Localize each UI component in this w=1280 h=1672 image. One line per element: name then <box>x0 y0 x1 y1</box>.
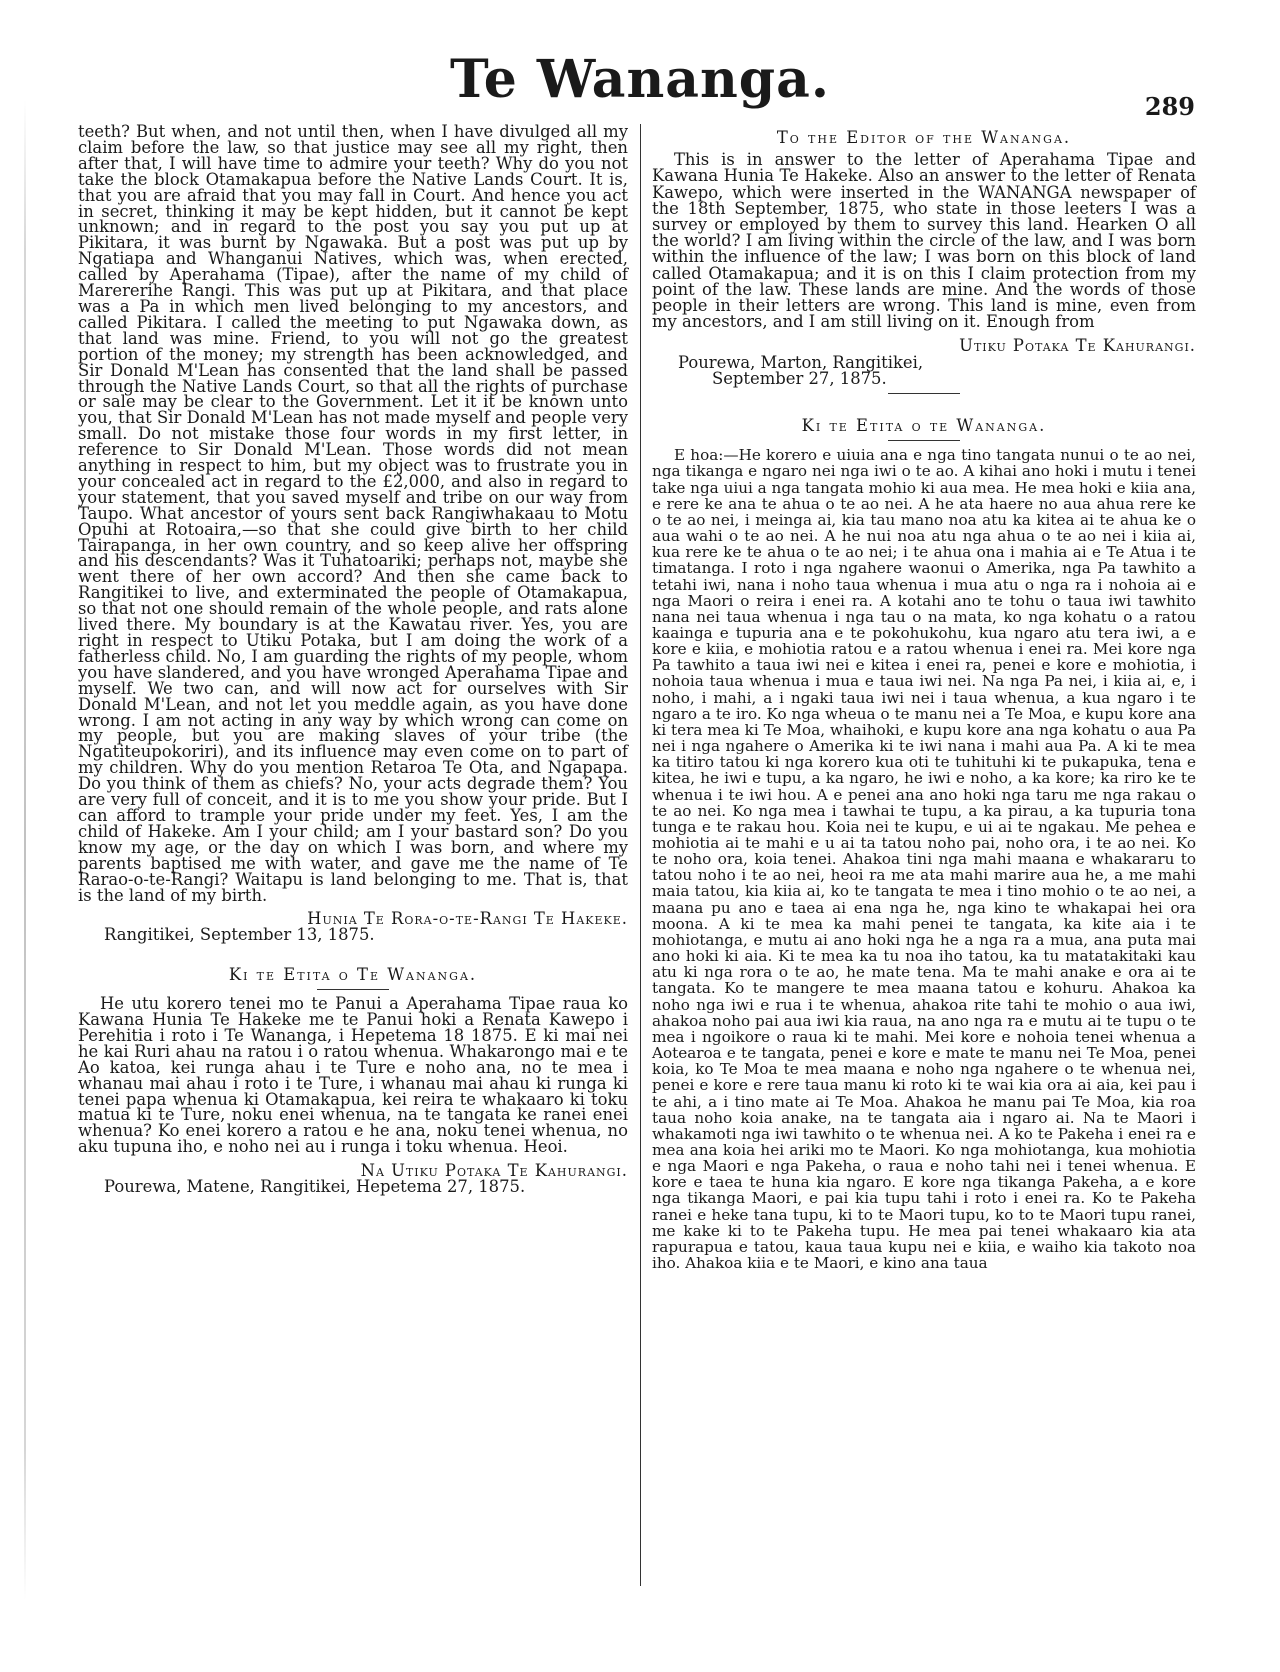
page-edge-shadow <box>24 100 26 1600</box>
heading-rule-right-1 <box>888 393 960 394</box>
left-column <box>78 124 628 1195</box>
page-number: 289 <box>1144 92 1195 121</box>
letter-continued: teeth? But when, and not until then, when I have divulged all my claim before the law, so that justice may see all my right, then after that, I will have time to admire your teeth? Why do you not take the block Otamakapua before the Native Lands Court. It is, that you are afraid that you may fall in Court. And hence you act in secret, thinking it may be kept hidden, but it cannot be kept unknown; and in regard to the post you say you put up at Pikitara, it was burnt by Ngawaka. But a post was put up by Ngatiapa and Whanganui Natives, which was, when erected, called by Aperahama (Tipae), after the name of my child of Marererihe Rangi. This was put up at Pikitara, and that place was a Pa in which men lived belonging to my ancestors, and called Pikitara. I called the meeting to put Ngawaka down, as that land was mine. Friend, to you will not go the greatest portion of the money; my strength has been acknowledged, and Sir Donald M'Lean has consented that the land shall be passed through the Native Lands Court, so that all the rights of purchase or sale may be clear to the Government. Let it it be known unto you, that Sir Donald M'Lean has not made myself and people very small. Do not mistake those four words in my first letter, in reference to Sir Donald M'Lean. Those words did not mean anything in respect to him, but my object was to frustrate you in your concealed act in regard to the £2,000, and also in regard to your statement, that you saved myself and tribe on our way from Taupo. What ancestor of yours sent back Rangiwhakaau to Motu Opuhi at Rotoaira,—so that she could give birth to her child Tairapanga, in her own country, and so keep alive her offspring and his descendants? Was it Tuhatoariki; perhaps not, maybe she went there of her own accord? And then she came back to Rangitikei to live, and exterminated the people of Otamakapua, so that not one should remain of the whole people, and rats alone lived there. My boundary is at the Kawatau river. Yes, you are right in respect to Utiku Potaka, but I am doing the work of a fatherless child. No, I am guarding the rights of my people, whom you have slandered, and you have wronged Aperahama Tipae and myself. We two can, and will now act for ourselves with Sir Donald M'Lean, and not let you meddle again, as you have done wrong. I am not acting in any way by which wrong can come on my people, but you are making slaves of your tribe (the Ngatiteupokoriri), and its influence may even come on to part of my children. Why do you mention Retaroa Te Ota, and Ngapapa. Do you think of them as chiefs? No, your acts degrade them? You are very full of conceit, and it is to me you show your pride. But I can afford to trample your pride under my feet. Yes, I am the child of Hakeke. Am I your child; am I your bastard son? Do you know my age, or the day on which I was born, and where my parents baptised me with water, and gave me the name of Te Rarao-o-te-Rangi? Waitapu is land belonging to me. That is, that is the land of my birth. <box>78 122 628 905</box>
heading-ki-te-etita-right: Ki te Etita o te Wananga. <box>801 416 1047 436</box>
place-date-1: Rangitikei, September 13, 1875. <box>104 925 375 945</box>
place-date-2: Pourewa, Matene, Rangitikei, Hepetema 27, 1875. <box>104 1177 526 1197</box>
signature-utiku: Na Utiku Potaka Te Kahurangi. <box>360 1161 628 1181</box>
column-divider <box>640 124 641 1586</box>
right-column <box>652 130 1196 1271</box>
signature-hunia: Hunia Te Rora-o-te-Rangi Te Hakeke. <box>307 909 628 929</box>
place-line-a: Pourewa, Marton, Rangitikei, <box>678 352 924 372</box>
heading-to-the-editor: To the Editor of the Wananga. <box>776 128 1072 147</box>
masthead-title: Te Wananga. <box>450 49 830 110</box>
maori-essay: E hoa:—He korero e uiuia ana e nga tino tangata nunui o te ao nei, nga tikanga e ngaro nei nga iwi o te ao. A kihai ano hoki i mutu i tenei take nga uiui a nga tangata mohio ki aua mea. He mea hoki e kiia ana, e rere ke ana te ahua o te ao nei. A he ata haere no aua ahua rere ke o te ao nei, i meinga ai, kia tau mano noa atu ka kitea ai te ahua ke o aua wahi o te ao nei. A he nui noa atu nga ahua o te ao nei i kiia ai, kua rere ke te ahua o te ao nei; i te ahua ona i mahia ai e Te Atua i te timatanga. I roto i nga ngahere waonui o Amerika, nga Pa tawhito a tetahi iwi, nana i noho taua whenua i mua atu o nga ra i nohoia ai e nga Maori o reira i enei ra. A kotahi ano te tohu o taua iwi tawhito nana nei taua whenua i nga tau o na mata, ko nga kohatu o a ratou kaainga e tupuria ana e te pokohukohu, kua ngaro atu tera iwi, a e kore e kiia, e mohiotia ratou e a ratou whenua i enei ra. Mei kore nga Pa tawhito a taua iwi nei e kitea i enei ra, penei e kore e mohiotia, i nohoia taua whenua i mua e taua iwi nei. Na nga Pa nei, i kiia ai, e, i noho, i mahi, a i ngaki taua iwi nei i taua whenua, a kua ngaro i te ngaro a te iro. Ko nga wheua o te manu nei a Te Moa, e kupu kore ana ki tera mea ki Te Moa, whaihoki, e kupu kore ana nga kohatu o aua Pa nei i nga ngahere o Amerika ki te iwi nana i mahi aua Pa. A ki te mea ka titiro tatou ki nga korero kua oti te tuhituhi ki te pukapuka, tena e kitea, he iwi e tupu, a ka ngaro, he iwi e noho, a ka kore; ka riro ke te whenua i te iwi hou. A e penei ana ano hoki nga taru me nga rakau o te ao nei. Ko nga mea i tawhai te tupu, a ka pirau, a ka tupuria tona tunga e te rakau hou. Koia nei te kupu, e ui ai te ngakau. Me pehea e mohiotia ai te mahi e u ai ta tatou noho pai, noho ora, i te ao nei. Ko te noho ora, koia tenei. Ahakoa tini nga mahi maana e whakararu to tatou noho i te ao nei, heoi ra me ata mahi marire aua he, a me mahi maia tatou, kia kiia ai, ko te tangata te mea i tino mohio o te ao nei, a maana pu ano e taea ai ena nga he, nga kino te whakapai hei ora moona. A ki te mea ka mahi penei te tangata, ka kite aia i te mohiotanga, e mutu ai ano hoki nga he a nga ra a mua, ana puta mai ano hoki ki aia. Ki te mea ka tu noa iho tatou, ka tu matatakitaki kau atu ki nga rora o te ao, he mate tena. Ma te mahi anake e ora ai te tangata. Ko te mangere te mea maana tatou e kohuru. Ahakoa ka noho nga iwi e rua i te whenua, ahakoa rite tahi te mohio o aua iwi, ahakoa noho pai aua iwi kia raua, na ano nga ra e mutu ai te tupu o te mea i ngoikore o raua ki te mahi. Mei kore e nohoia tenei whenua a Aotearoa e te tangata, penei e kore e mate te manu nei Te Moa, penei koia, ko Te Moa te mea maana e noho nga ngahere o te whenua nei, penei e kore e rere taua manu ki roto ki te wai kia ora ai aia, kei pau i te ahi, a i tino mate ai Te Moa. Ahakoa he manu pai Te Moa, kia roa taua noho koia anake, na te tangata aia i ngaro ai. Na te Maori i whakamoti nga iwi tawhito o te whenua nei. A ko te Pakeha i enei ra e mea ana koia hei ariki mo te Maori. Ko nga mohiotanga, kua mohiotia e nga Maori e nga Pakeha, o raua e noho tahi nei i tenei whenua. E kore e taea te huna kia ngaro. E kore nga tikanga Pakeha, a e kore nga tikanga Maori, e pai kia tupu tahi i roto i enei ra. Ko te Pakeha ranei e heke tana tupu, ki to te Maori tupu, ko to te Maori tupu ranei, me kake ki to te Pakeha tupu. He mea pai tenei whakaaro kia ata rapurapua e tatou, kaua taua kupu nei e kiia, e waiho kia takoto noa iho. Ahakoa kiia e te Maori, e kino ana taua <box>652 446 1196 1273</box>
heading-rule <box>317 989 389 990</box>
maori-letter: He utu korero tenei mo te Panui a Aperahama Tipae raua ko Kawana Hunia Te Hakeke me te Panui hoki a Renata Kawepo i Perehitia i roto i Te Wananga, i Hepetema 18 1875. E ki mai nei he kai Ruri ahau na ratou i o ratou whenua. Whakarongo mai e te Ao katoa, kei runga ahau i te Ture e noho ana, no te mea i whanau mai ahau i roto i te Ture, i whanau mai ahau ki runga ki tenei papa whenua ki Otamakapua, kei reira te whakaaro ki toku matua ki te Ture, noku enei whenua, na te tangata ke ranei enei whenua? Ko enei korero a ratou e he ana, noku tenei whenua, no aku tupuna iho, e noho nei au i runga i toku whenua. Heoi. <box>78 994 628 1157</box>
english-letter: This is in answer to the letter of Aperahama Tipae and Kawana Hunia Te Hakeke. Also an answer to the letter of Renata Kawepo, which were inserted in the WANANGA newspaper of the 18th September, 1875, who state in those leeters I was a survey or employed by them to survey this land. Hearken O all the world? I am living within the circle of the law, and I was born within the influence of the law; I was born on this block of land called Otamakapua; and it is on this I claim protection from my point of the law. These lands are mine. And the words of those people in their letters are wrong. This land is mine, even from my ancestors, and I am still living on it. Enough from <box>652 150 1196 332</box>
place-line-b: September 27, 1875. <box>712 368 887 388</box>
heading-rule-right-2 <box>888 440 960 441</box>
heading-ki-te-etita: Ki te Etita o Te Wananga. <box>228 965 478 985</box>
signature-utiku-english: Utiku Potaka Te Kahurangi. <box>959 336 1196 356</box>
